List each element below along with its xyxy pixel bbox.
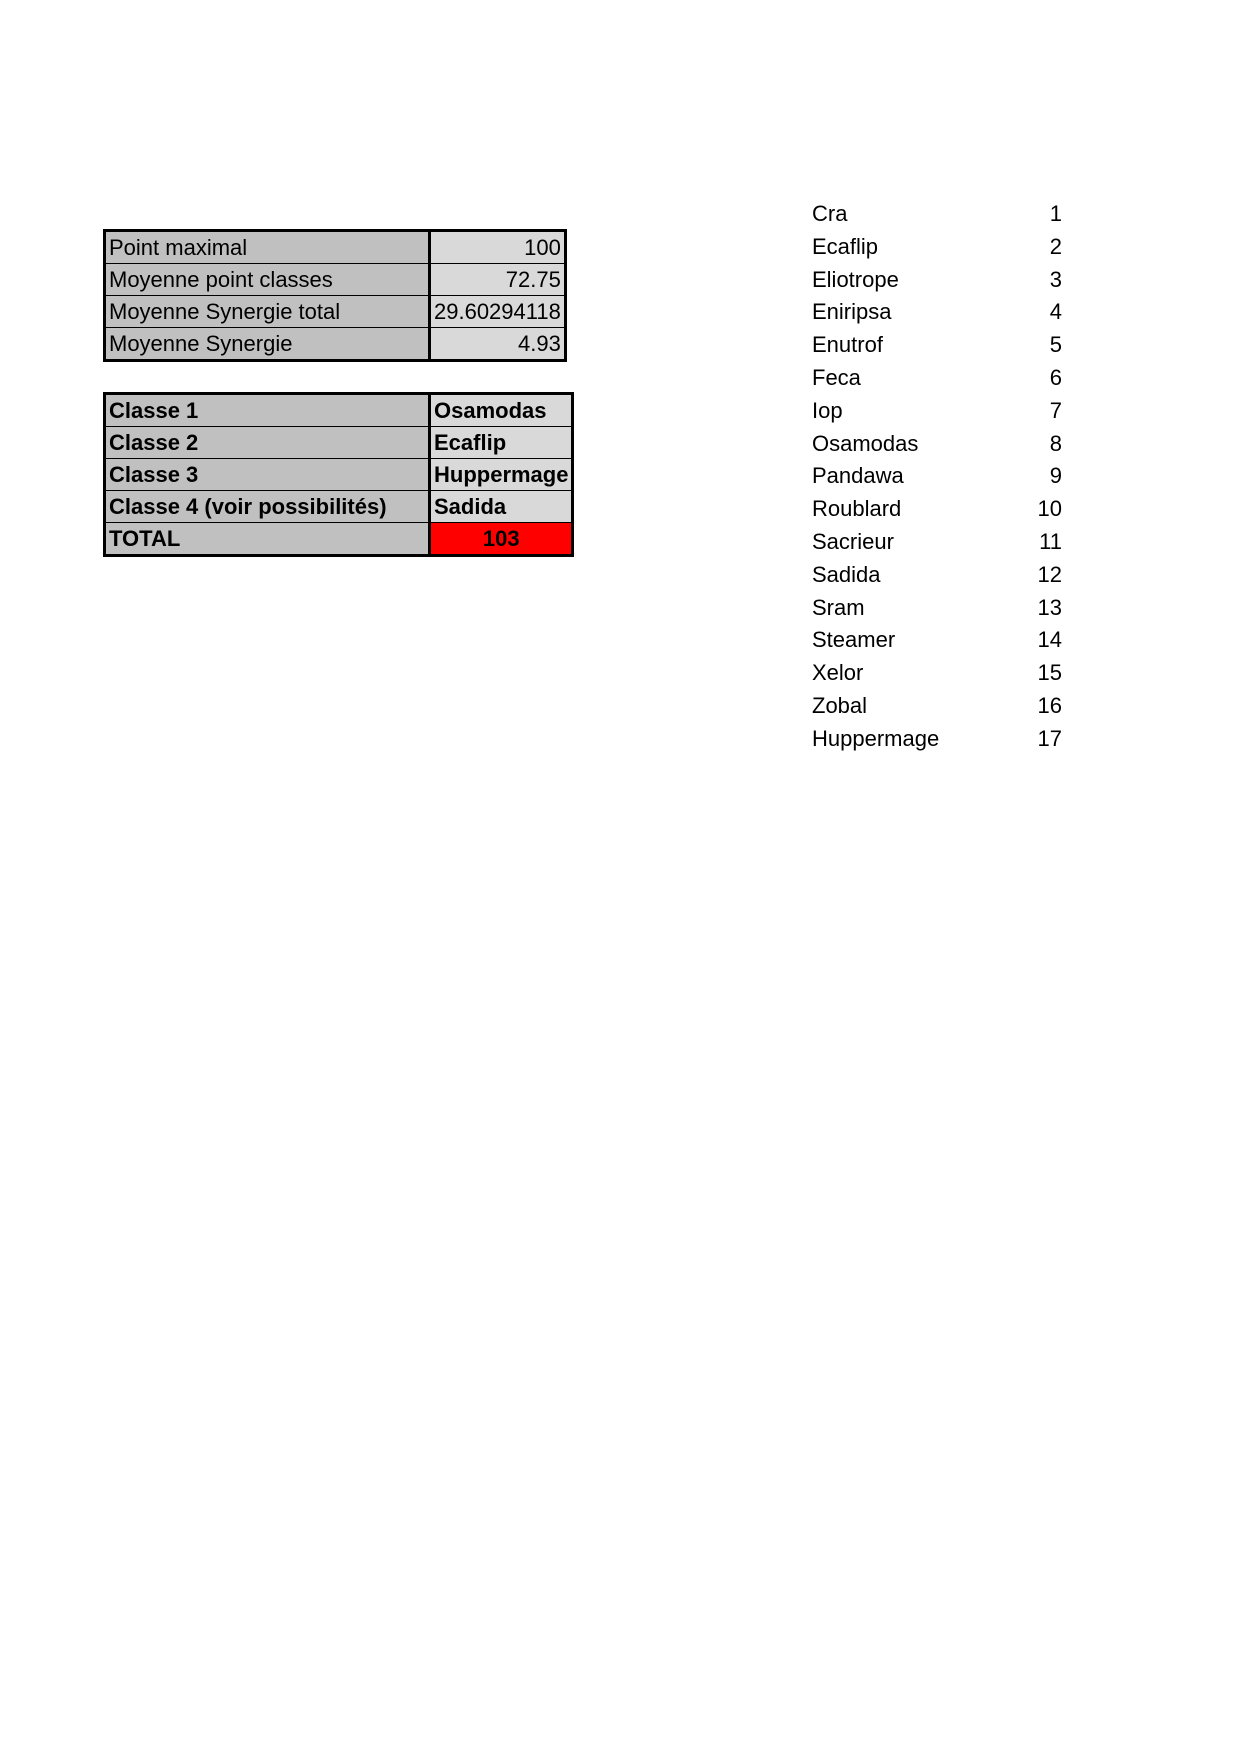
class-list-row (812, 296, 1062, 329)
class-name[interactable]: Steamer (812, 627, 896, 653)
class-name[interactable]: Huppermage (812, 725, 940, 751)
class-name[interactable]: Feca (812, 364, 861, 390)
class-number[interactable]: 3 (1049, 266, 1062, 292)
class-name[interactable]: Sram (812, 594, 865, 620)
class-number[interactable]: 7 (1049, 397, 1062, 423)
class-list (812, 198, 1062, 756)
selection-row-classe-1 (105, 394, 573, 427)
class-list-row (812, 231, 1062, 264)
selection-row-classe-2 (105, 427, 573, 459)
selection-label[interactable]: Classe 1 (105, 394, 430, 427)
selection-label[interactable]: Classe 2 (105, 427, 430, 459)
selection-label[interactable]: Classe 3 (105, 459, 430, 491)
class-list-row (812, 460, 1062, 493)
class-name[interactable]: Roublard (812, 496, 902, 522)
class-name[interactable]: Ecaflip (812, 233, 879, 259)
class-number[interactable]: 11 (1039, 528, 1062, 554)
class-name[interactable]: Eniripsa (812, 299, 892, 325)
class-number[interactable]: 12 (1037, 561, 1062, 587)
class-number[interactable]: 4 (1049, 299, 1062, 325)
total-row (105, 523, 573, 556)
class-name[interactable]: Osamodas (812, 430, 919, 456)
selection-value[interactable]: Huppermage (430, 459, 573, 491)
class-number[interactable]: 17 (1037, 725, 1062, 751)
class-number[interactable]: 13 (1037, 594, 1062, 620)
stat-label[interactable]: Moyenne point classes (105, 264, 430, 296)
class-list-row (812, 723, 1062, 756)
class-list-row (812, 264, 1062, 297)
selection-value[interactable]: Sadida (430, 491, 573, 523)
class-number[interactable]: 6 (1049, 364, 1062, 390)
class-name[interactable]: Xelor (812, 660, 864, 686)
class-number[interactable]: 15 (1037, 660, 1062, 686)
stat-row-moyenne-point-classes (105, 264, 566, 296)
class-name[interactable]: Sacrieur (812, 528, 894, 554)
class-number[interactable]: 9 (1049, 463, 1062, 489)
stat-row-point-maximal (105, 231, 566, 264)
stat-label[interactable]: Moyenne Synergie total (105, 296, 430, 328)
class-name[interactable]: Sadida (812, 561, 881, 587)
stat-label[interactable]: Moyenne Synergie (105, 328, 430, 361)
class-number[interactable]: 10 (1037, 496, 1062, 522)
total-value[interactable]: 103 (430, 523, 573, 556)
class-name[interactable]: Zobal (812, 692, 868, 718)
stat-label[interactable]: Point maximal (105, 231, 430, 264)
class-list-row (812, 592, 1062, 625)
class-list-row (812, 559, 1062, 592)
stat-value[interactable]: 29.60294118 (430, 296, 566, 328)
class-list-row (812, 493, 1062, 526)
class-list-row (812, 198, 1062, 231)
stat-row-moyenne-synergie-total (105, 296, 566, 328)
stats-table (103, 229, 567, 362)
stat-value[interactable]: 100 (430, 231, 566, 264)
class-number[interactable]: 2 (1049, 233, 1062, 259)
class-name[interactable]: Enutrof (812, 332, 883, 358)
selection-value[interactable]: Osamodas (430, 394, 573, 427)
selection-label[interactable]: Classe 4 (voir possibilités) (105, 491, 430, 523)
class-number[interactable]: 1 (1049, 201, 1062, 226)
class-list-row (812, 526, 1062, 559)
total-label[interactable]: TOTAL (105, 523, 430, 556)
class-list-row (812, 362, 1062, 395)
stat-value[interactable]: 72.75 (430, 264, 566, 296)
class-list-row (812, 690, 1062, 723)
class-name[interactable]: Cra (812, 201, 848, 226)
class-list-row (812, 428, 1062, 461)
class-number[interactable]: 14 (1037, 627, 1062, 653)
class-name[interactable]: Pandawa (812, 463, 904, 489)
class-list-row (812, 657, 1062, 690)
class-list-row (812, 395, 1062, 428)
class-list-row (812, 329, 1062, 362)
selection-row-classe-3 (105, 459, 573, 491)
class-name[interactable]: Eliotrope (812, 266, 899, 292)
class-number[interactable]: 16 (1037, 692, 1062, 718)
stat-value[interactable]: 4.93 (430, 328, 566, 361)
class-list-row (812, 624, 1062, 657)
class-name[interactable]: Iop (812, 397, 843, 423)
class-number[interactable]: 8 (1049, 430, 1062, 456)
selection-row-classe-4 (105, 491, 573, 523)
class-number[interactable]: 5 (1049, 332, 1062, 358)
class-selection-table (103, 392, 574, 557)
stat-row-moyenne-synergie (105, 328, 566, 361)
selection-value[interactable]: Ecaflip (430, 427, 573, 459)
